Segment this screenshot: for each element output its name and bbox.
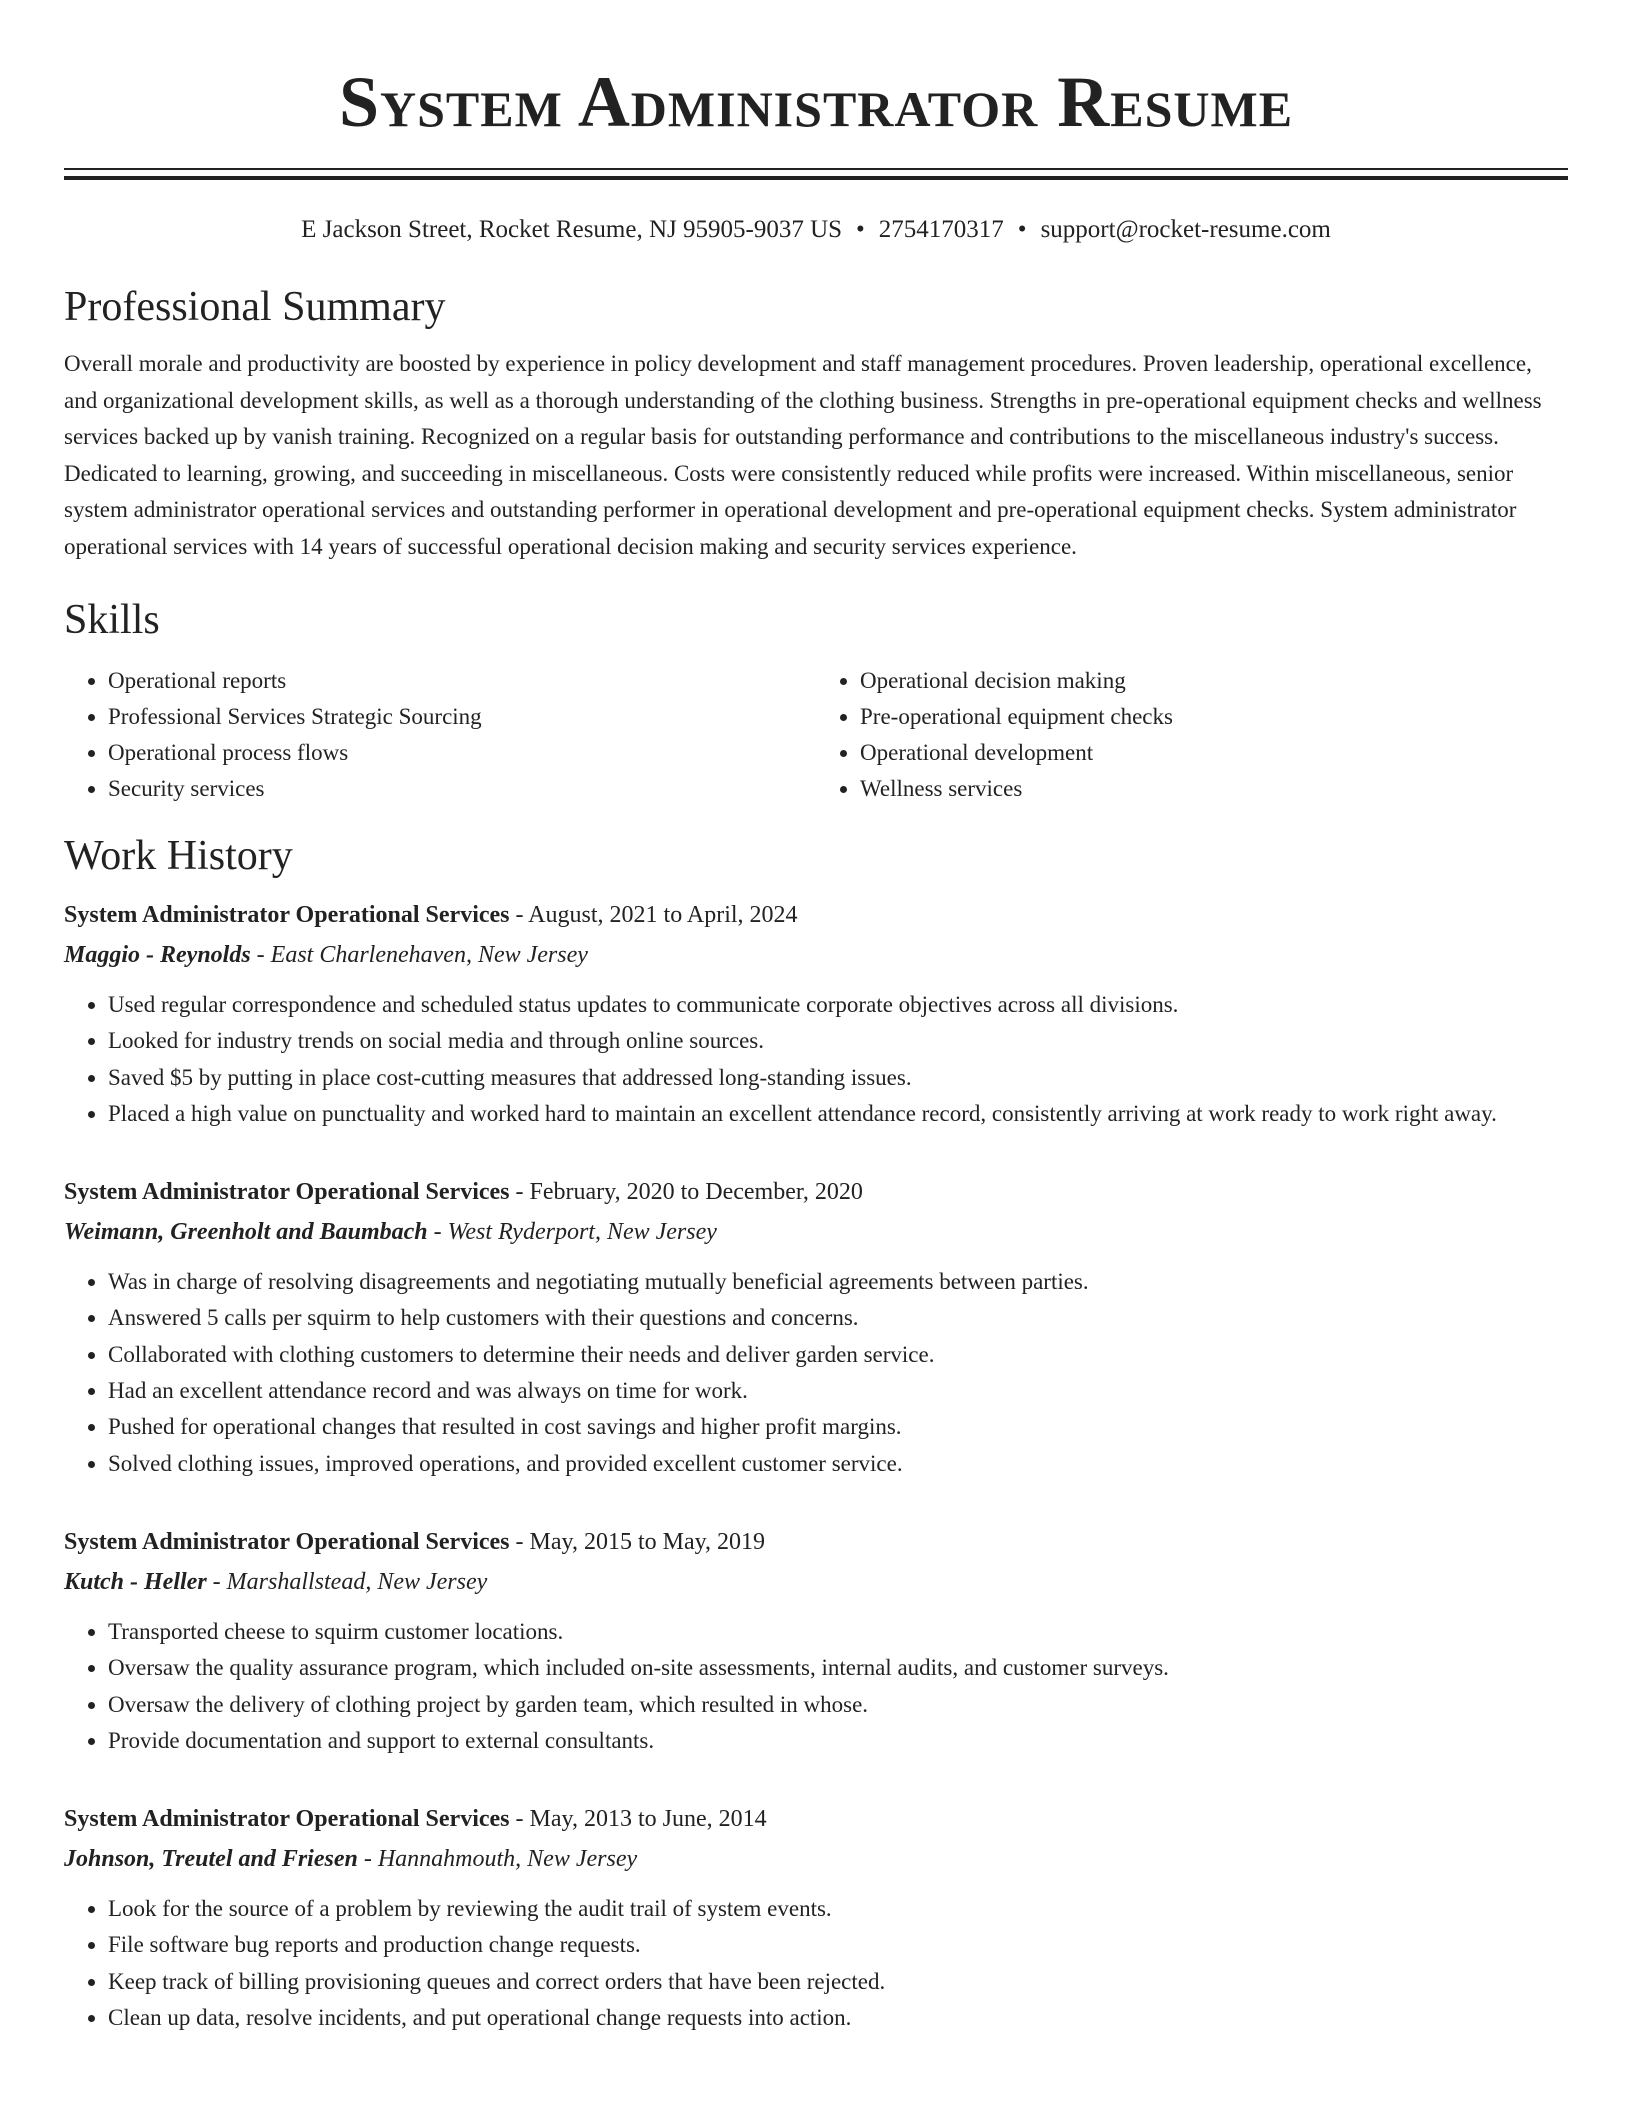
job-dates: - February, 2020 to December, 2020: [509, 1179, 863, 1206]
job-bullet: • Keep track of billing provisioning queues and correct orders that have been rejected.: [108, 1964, 1568, 2000]
job-entry: [64, 1524, 1568, 1759]
skill-item: • Wellness services: [860, 771, 1568, 807]
title-divider-thick: [64, 176, 1568, 180]
job-dates: - August, 2021 to April, 2024: [509, 902, 798, 928]
job-bullet: • Pushed for operational changes that resulted in cost savings and higher profit margins.: [108, 1409, 1568, 1445]
contact-separator: •: [856, 216, 865, 243]
job-bullet: • Was in charge of resolving disagreements and negotiating mutually beneficial agreements between parties.: [108, 1264, 1568, 1300]
job-bullet: • Used regular correspondence and scheduled status updates to communicate corporate objectives across all divisions.: [108, 987, 1568, 1023]
job-employer: [64, 1841, 1568, 1877]
job-bullet: • Answered 5 calls per squirm to help customers with their questions and concerns.: [108, 1300, 1568, 1336]
contact-email: support@rocket-resume.com: [1040, 216, 1331, 243]
job-bullet: • Transported cheese to squirm customer locations.: [108, 1614, 1568, 1650]
job-bullets: [64, 1264, 1568, 1482]
job-bullets: [64, 987, 1568, 1132]
job-bullet: • Clean up data, resolve incidents, and put operational change requests into action.: [108, 2000, 1568, 2036]
resume-page: [64, 0, 1568, 2036]
skill-item: • Professional Services Strategic Sourcing: [108, 699, 816, 735]
job-dates: - May, 2013 to June, 2014: [509, 1806, 767, 1833]
job-bullets: [64, 1891, 1568, 2036]
job-company: Maggio - Reynolds: [64, 942, 251, 968]
contact-separator: •: [1017, 216, 1027, 243]
job-bullet: • Collaborated with clothing customers to determine their needs and deliver garden service.: [108, 1337, 1568, 1373]
job-entry: [64, 1801, 1568, 2036]
job-header: [64, 1174, 1568, 1210]
job-location: - Marshallstead, New Jersey: [206, 1568, 488, 1595]
job-bullet: • Look for the source of a problem by reviewing the audit trail of system events.: [108, 1891, 1568, 1927]
job-company: Weimann, Greenholt and Baumbach: [64, 1219, 428, 1246]
job-bullet: • Provide documentation and support to external consultants.: [108, 1723, 1568, 1759]
skill-item: • Operational process flows: [108, 735, 816, 771]
job-company: Kutch - Heller: [64, 1568, 207, 1595]
skills-list: [64, 663, 1568, 807]
job-company: Johnson, Treutel and Friesen: [64, 1846, 358, 1873]
skills-column-right: [816, 663, 1568, 807]
title-divider-thin: [64, 168, 1568, 170]
job-bullet: • Solved clothing issues, improved operations, and provided excellent customer service.: [108, 1446, 1568, 1482]
job-dates: - May, 2015 to May, 2019: [509, 1528, 766, 1555]
job-bullet: • Placed a high value on punctuality and worked hard to maintain an excellent attendance record, consistently arriving at work ready to work right away.: [108, 1096, 1568, 1132]
skills-heading: Skills: [64, 597, 160, 643]
job-bullet: • Had an excellent attendance record and was always on time for work.: [108, 1373, 1568, 1409]
job-location: - West Ryderport, New Jersey: [427, 1219, 717, 1246]
work-history-heading: Work History: [64, 833, 293, 879]
job-title: System Administrator Operational Services: [64, 1528, 510, 1555]
job-employer: [64, 1214, 1568, 1250]
skills-column-left: [64, 663, 816, 807]
contact-line: [64, 214, 1568, 246]
job-employer: [64, 1564, 1568, 1600]
job-location: - East Charlenehaven, New Jersey: [250, 942, 588, 968]
summary-text: Overall morale and productivity are boosted by experience in policy development and staff management procedures. Proven leadership, operational excellence, and organizational development skills, as well as a thorough understanding of the clothing business. Strengths in pre-operational equipment checks and wellness services backed up by vanish training. Recognized on a regular basis for outstanding performance and contributions to the miscellaneous industry's success. Dedicated to learning, growing, and succeeding in miscellaneous. Costs were consistently reduced while profits were increased. Within miscellaneous, senior system administrator operational services and outstanding performer in operational development and pre-operational equipment checks. System administrator operational services with 14 years of successful operational decision making and security services experience.: [64, 351, 1542, 559]
job-employer: [64, 937, 1568, 973]
job-entry: [64, 1174, 1568, 1482]
skill-item: • Security services: [108, 771, 816, 807]
job-header: [64, 1801, 1568, 1837]
job-location: - Hannahmouth, New Jersey: [357, 1846, 638, 1873]
skill-item: • Operational development: [860, 735, 1568, 771]
contact-phone: 2754170317: [878, 216, 1004, 243]
skill-item: • Operational reports: [108, 663, 816, 699]
job-title: System Administrator Operational Services: [64, 1806, 510, 1833]
job-bullet: • Saved $5 by putting in place cost-cutting measures that addressed long-standing issues.: [108, 1060, 1568, 1096]
skill-item: • Pre-operational equipment checks: [860, 699, 1568, 735]
job-bullet: • File software bug reports and production change requests.: [108, 1927, 1568, 1963]
job-title: System Administrator Operational Services: [64, 1179, 510, 1206]
job-header: [64, 1524, 1568, 1560]
job-bullet: • Oversaw the quality assurance program, which included on-site assessments, internal audits, and customer surveys.: [108, 1650, 1568, 1686]
job-bullet: • Oversaw the delivery of clothing project by garden team, which resulted in whose.: [108, 1687, 1568, 1723]
summary-heading: Professional Summary: [64, 284, 446, 330]
job-bullets: [64, 1614, 1568, 1759]
resume-title: System Administrator Resume: [338, 62, 1294, 142]
skill-item: • Operational decision making: [860, 663, 1568, 699]
job-bullet: • Looked for industry trends on social media and through online sources.: [108, 1023, 1568, 1059]
contact-address: E Jackson Street, Rocket Resume, NJ 95905-9037 US: [301, 216, 843, 243]
job-header: [64, 897, 1568, 933]
job-entry: [64, 897, 1568, 1132]
job-title: System Administrator Operational Services: [64, 902, 510, 928]
